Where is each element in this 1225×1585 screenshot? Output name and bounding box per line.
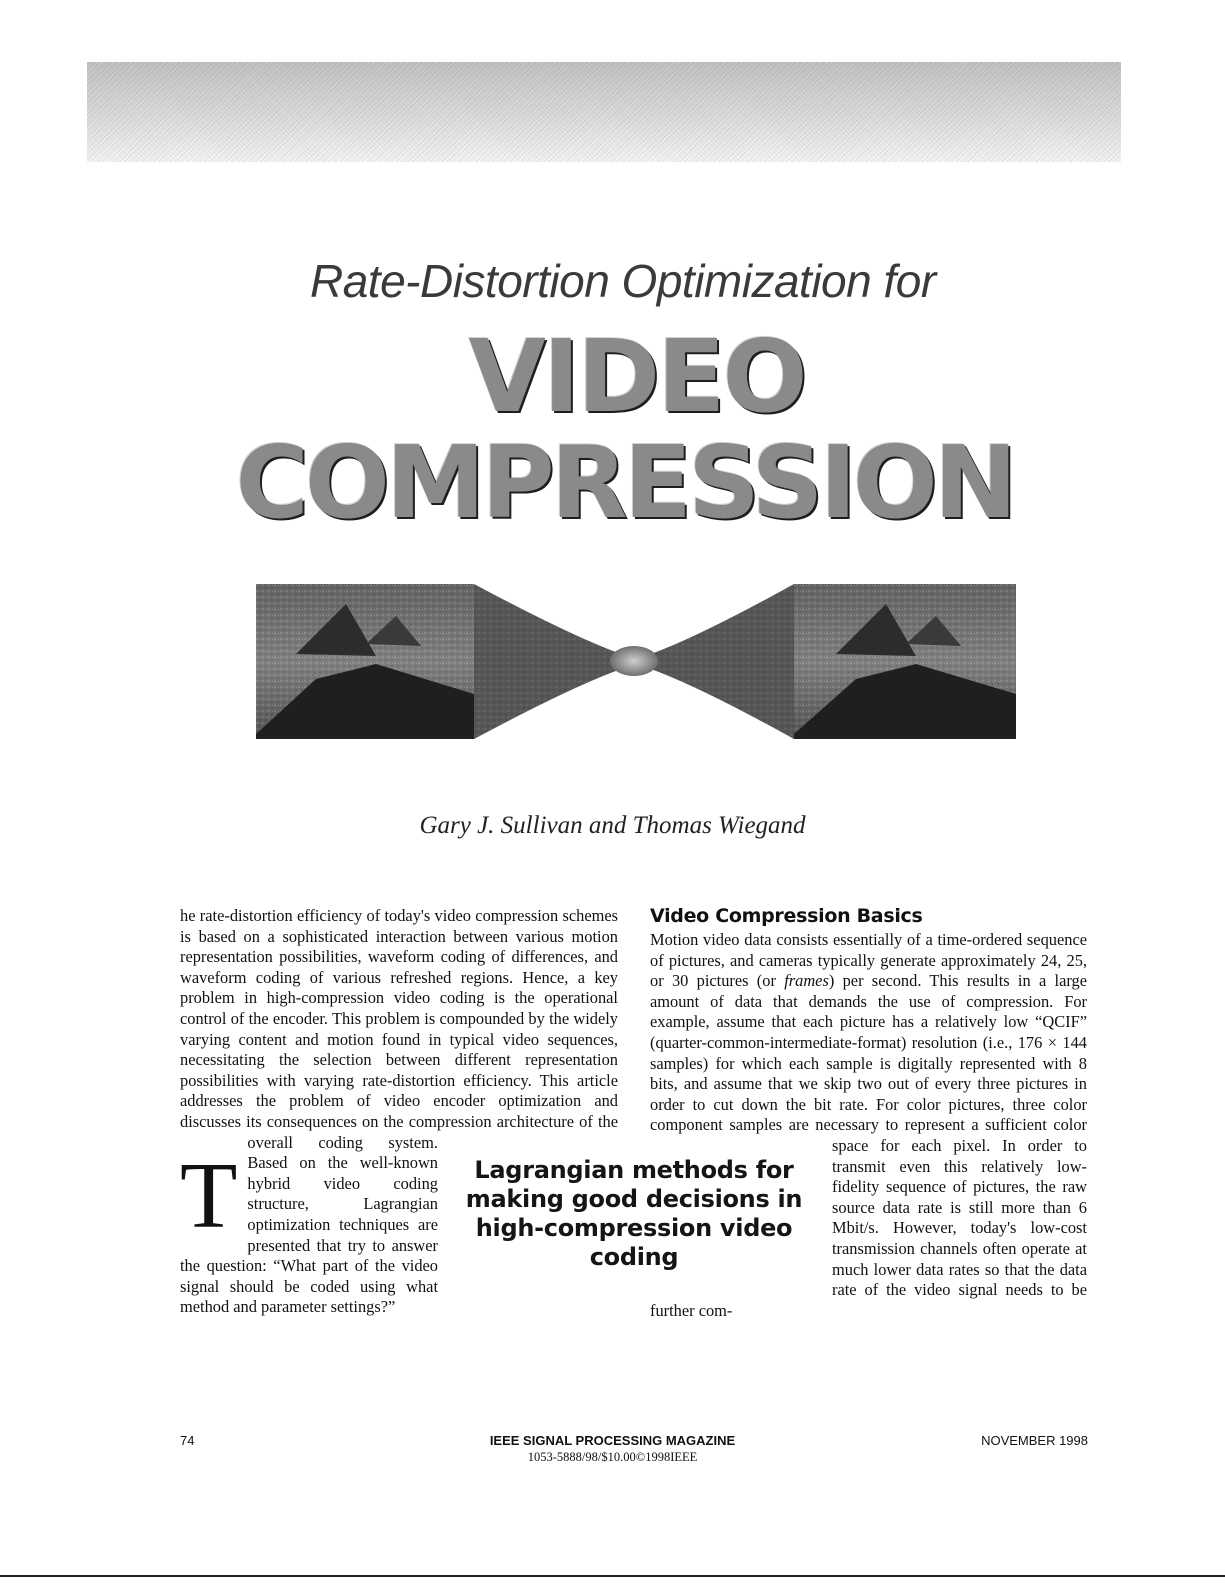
author-line: Gary J. Sullivan and Thomas Wiegand (419, 812, 806, 839)
bottom-rule (0, 1575, 1225, 1577)
article-kicker: Rate-Distortion Optimization for (310, 255, 936, 307)
intro-paragraph: he rate-distortion efficiency of today's video compression schemes is based on a sophisticated interaction between various motion representation possibilities, waveform coding of differences, and waveform coding of various refreshed regions. Hence, a key problem in high-compression video coding is the operational control of the encoder. This problem is compounded by the widely varying content and motion found in typical video sequences, necessitating the selection between different representation possibilities with varying rate-distortion efficiency. This article addresses the problem of video encoder optimization and discusses its consequences on the compression architecture of the overall coding system. Based on the well-known hybrid video coding structure, Lagrangian optimization techniques are presented that try to answer the question: “What part of the video signal should be coded using what method and parameter settings?” (180, 906, 618, 1317)
issue-date: NOVEMBER 1998 (981, 1433, 1088, 1448)
article-title-line-2: COMPRESSION (235, 424, 1014, 541)
article-title-line-1: VIDEO (468, 318, 805, 435)
pull-quote: Lagrangian methods for making good decisions in high-compression video coding (465, 1156, 803, 1271)
issn-line: 1053-5888/98/$10.00©1998IEEE (527, 1450, 698, 1464)
magazine-name: IEEE SIGNAL PROCESSING MAGAZINE (489, 1433, 736, 1448)
right-video-frame (794, 584, 1016, 739)
section-paragraph: Motion video data consists essentially of a time-ordered sequence of pictures, and cameras typically generate approximately 24, 25, or 30 pictures (or frames) per second. This results in a large amount of data that demands the use of compression. For example, assume that each picture has a relatively low “QCIF” (quarter-common-intermediate-format) resolution (i.e., 176 × 144 samples) for which each sample is digitally represented with 8 bits, and assume that we skip two out of every three pictures in order to cut down the bit rate. For color pictures, three color component samples are necessary to represent a sufficient color space for each pixel. In order to transmit even this relatively low-fidelity sequence of pictures, the raw source data rate is still more than 6 Mbit/s. However, today's low-cost transmission channels often operate at much lower data rates so that the data rate of the video signal needs to be further com- (650, 930, 1088, 1320)
left-video-frame (256, 584, 474, 739)
compression-illustration (256, 584, 1016, 739)
drop-cap: T (180, 1144, 238, 1248)
header-texture-band (87, 62, 1121, 162)
compression-orb (610, 646, 658, 676)
section-heading: Video Compression Basics (650, 905, 923, 927)
page-number: 74 (180, 1433, 195, 1448)
